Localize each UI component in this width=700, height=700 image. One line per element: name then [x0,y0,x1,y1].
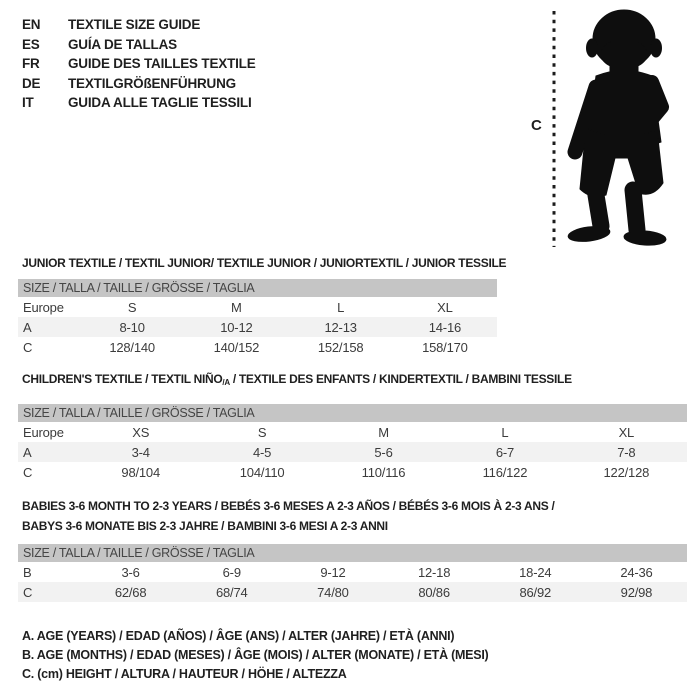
size-cell: 62/68 [114,584,147,600]
size-cell: M [231,299,242,315]
size-cell: 128/140 [109,339,155,355]
row-label: Europe [23,299,64,315]
language-label: GUIDE DES TAILLES TEXTILE [68,56,256,72]
table-row-age-months [18,562,687,582]
title-text: / TEXTILE DES ENFANTS / KINDERTEXTIL / BAMBINI TESSILE [229,372,572,386]
language-code: IT [22,95,34,111]
size-cell: 7-8 [617,444,636,460]
footnote-c: C. (cm) HEIGHT / ALTURA / HAUTEUR / HÖHE / ALTEZZA [22,666,347,681]
row-label: C [23,584,33,600]
section-title-children [22,372,572,387]
row-label: A [23,444,32,460]
language-code: DE [22,75,41,91]
language-label: GUÍA DE TALLAS [68,36,177,52]
size-cell: 152/158 [317,339,364,355]
table-row-height-cm [18,462,687,482]
size-cell: 140/152 [213,339,260,355]
size-header-band [18,279,497,297]
section-title-babies [22,497,554,536]
size-cell: S [257,424,267,440]
row-label: B [23,564,32,580]
language-row-en [22,15,256,35]
size-cell: 10-12 [220,319,253,335]
size-cell: 3-6 [121,564,140,580]
table-row-height-cm [18,582,687,602]
title-subscript: /A [222,378,230,387]
measure-label-c: C [531,117,542,134]
size-cell: 5-6 [374,444,393,460]
row-label: C [23,464,33,480]
size-cell: 6-7 [495,444,515,460]
size-cell: 98/104 [121,464,160,480]
language-label: TEXTILE SIZE GUIDE [68,17,201,33]
size-header-label: SIZE / TALLA / TAILLE / GRÖSSE / TAGLIA [23,546,255,560]
size-cell: 80/86 [418,584,450,600]
size-cell: XL [618,424,635,440]
size-cell: 12-13 [324,319,357,335]
size-cell: S [127,299,137,315]
size-cell: 18-24 [519,564,552,580]
size-cell: L [501,424,509,440]
size-cell: 8-10 [119,319,145,335]
babies-title-line2: BABYS 3-6 MONATE BIS 2-3 JAHRE / BAMBINI 3-6 MESI A 2-3 ANNI [22,518,388,533]
size-cell: 4-5 [253,444,272,460]
size-cell: 14-16 [428,319,461,335]
table-row-europe [18,297,497,317]
size-header-band [18,544,687,562]
section-title-junior: JUNIOR TEXTILE / TEXTIL JUNIOR/ TEXTILE JUNIOR / JUNIORTEXTIL / JUNIOR TESSILE [22,256,507,270]
size-cell: 9-12 [320,564,346,580]
baby-silhouette-icon [556,6,696,248]
language-code: FR [22,56,40,72]
language-row-it [22,93,256,113]
language-code: ES [22,36,40,52]
language-label: TEXTILGRÖßENFÜHRUNG [68,75,236,91]
size-header-label: SIZE / TALLA / TAILLE / GRÖSSE / TAGLIA [23,406,255,420]
size-cell: 110/116 [361,464,406,480]
size-cell: 92/98 [620,584,653,600]
footnote-b: B. AGE (MONTHS) / EDAD (MESES) / ÂGE (MOIS) / ALTER (MONATE) / ETÀ (MESI) [22,647,489,662]
size-cell: 104/110 [239,464,285,480]
size-cell: 122/128 [603,464,650,480]
size-cell: XS [132,424,150,440]
row-label: C [23,339,33,355]
size-header-label: SIZE / TALLA / TAILLE / GRÖSSE / TAGLIA [23,281,255,295]
size-cell: 74/80 [317,584,349,600]
table-row-height-cm [18,337,497,357]
footnotes [22,627,488,683]
babies-title-line1: BABIES 3-6 MONTH TO 2-3 YEARS / BEBÉS 3-6 MESES A 2-3 AÑOS / BÉBÉS 3-6 MOIS À 2-3 ANS / [22,499,555,513]
size-cell: 158/170 [422,339,468,355]
language-label: GUIDA ALLE TAGLIE TESSILI [68,95,252,111]
table-row-europe [18,422,687,442]
babies-size-table [18,544,687,602]
size-cell: M [378,424,389,440]
size-cell: 116/122 [482,464,528,480]
size-cell: 68/74 [215,584,248,600]
language-row-es [22,35,256,55]
footnote-a: A. AGE (YEARS) / EDAD (AÑOS) / ÂGE (ANS) / ALTER (JAHRE) / ETÀ (ANNI) [22,629,455,643]
title-text: CHILDREN'S TEXTILE / TEXTIL NIÑO [22,372,223,386]
language-code: EN [22,17,41,33]
row-label: A [23,319,32,335]
children-size-table [18,404,687,482]
language-row-fr [22,54,256,74]
size-cell: 3-4 [131,444,150,460]
junior-size-table [18,279,497,357]
size-cell: XL [437,299,453,315]
size-cell: 24-36 [620,564,653,580]
size-cell: L [337,299,345,315]
language-row-de [22,74,256,94]
size-header-band [18,404,687,422]
language-header [22,15,256,113]
table-row-age-years [18,442,687,462]
size-cell: 86/92 [519,584,552,600]
table-row-age-years [18,317,497,337]
row-label: Europe [23,424,64,440]
size-cell: 6-9 [222,564,241,580]
size-cell: 12-18 [417,564,451,580]
